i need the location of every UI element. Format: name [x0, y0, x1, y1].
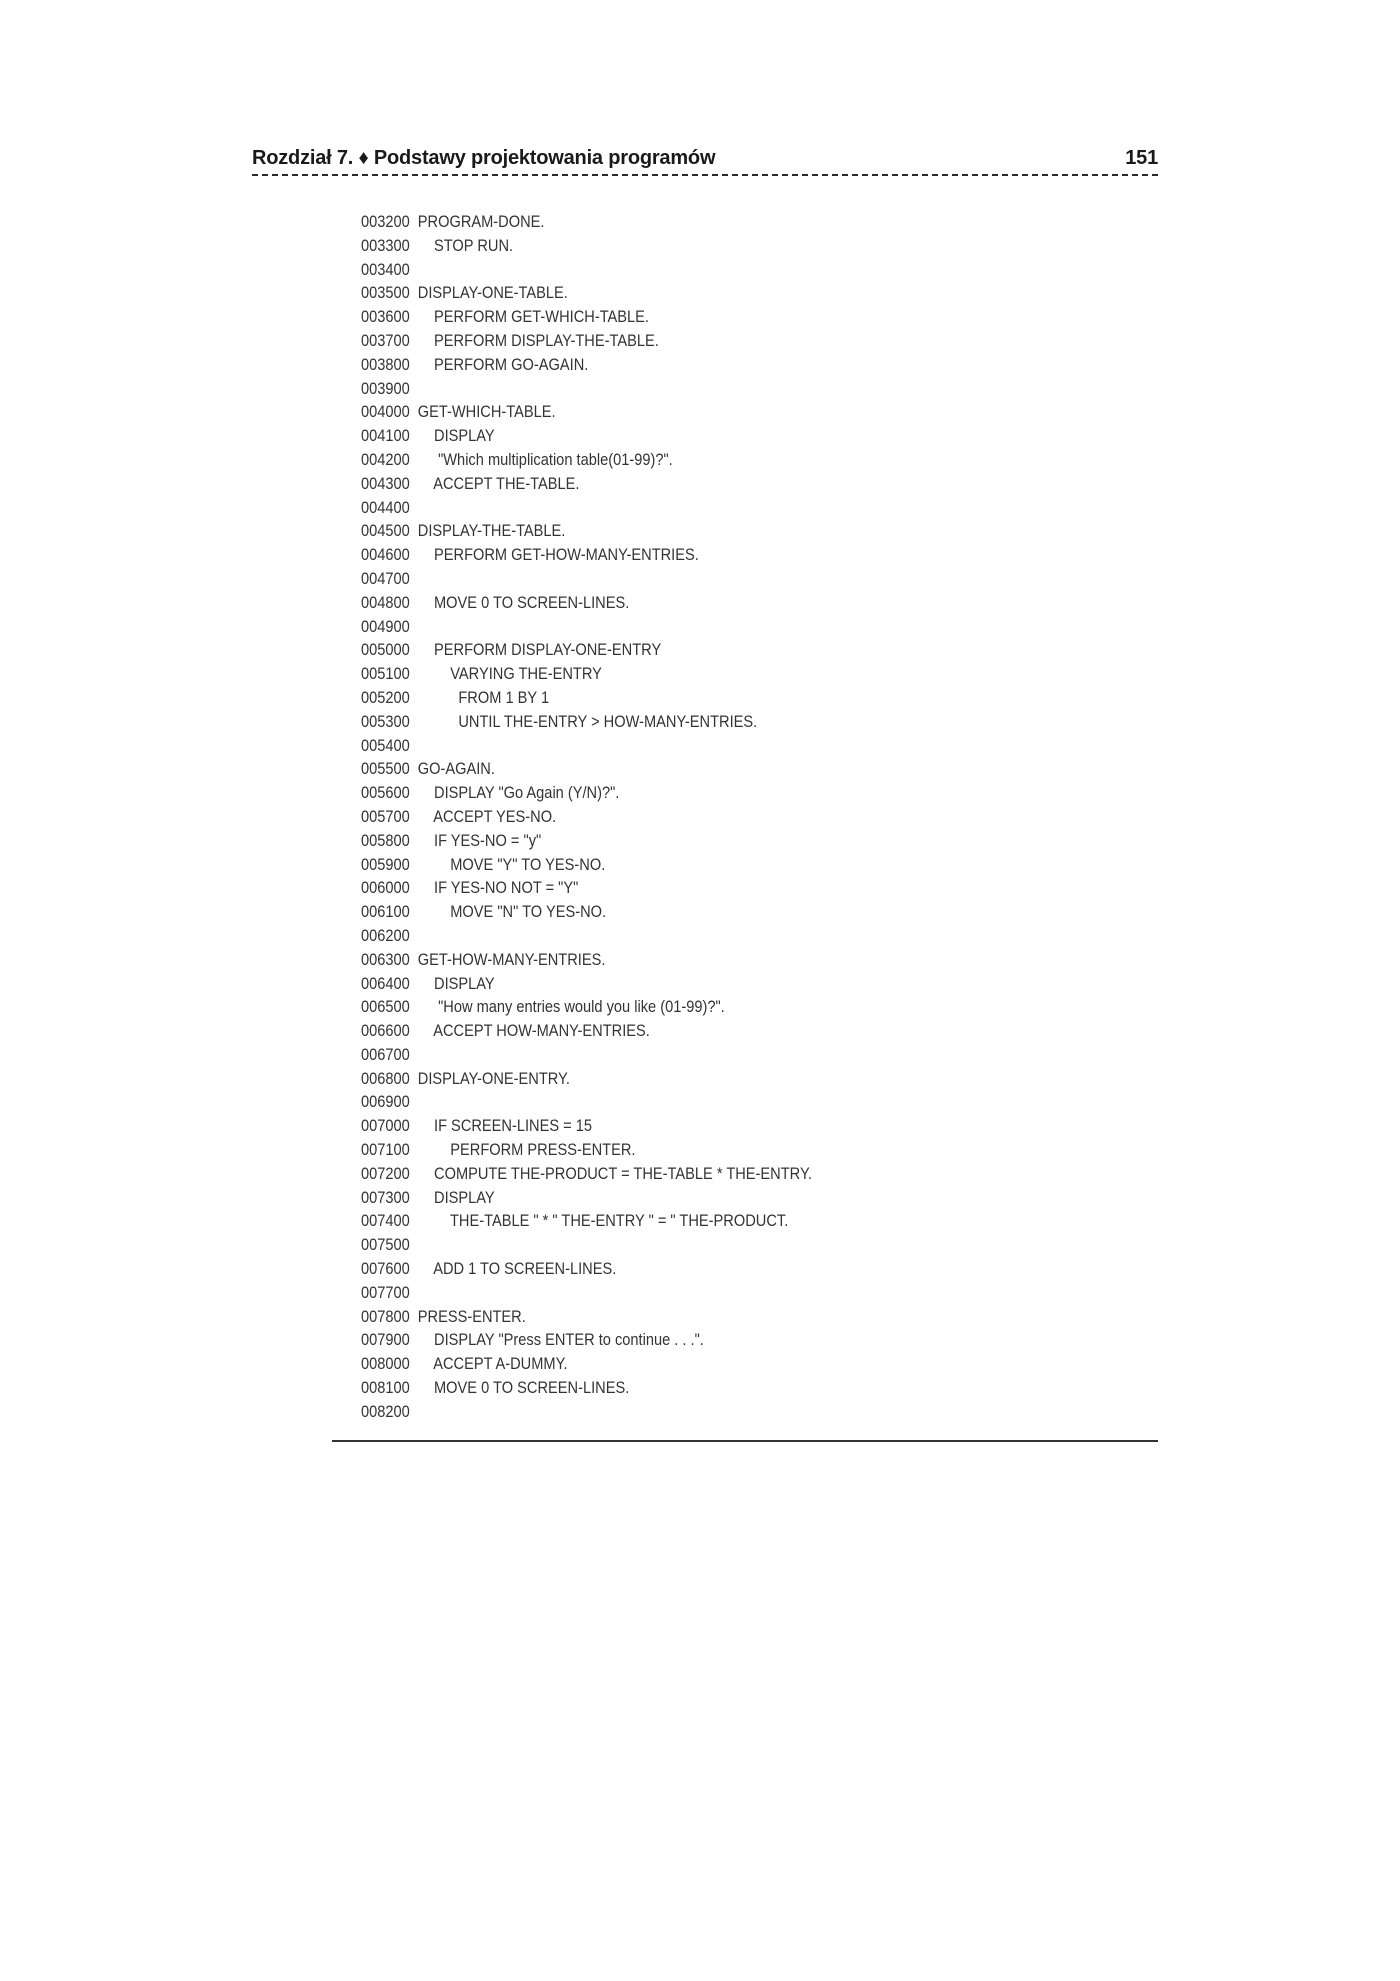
- code-line: [361, 1233, 1032, 1257]
- code-line: [361, 686, 1032, 710]
- page-number: 151: [1125, 147, 1158, 169]
- code-line: [361, 567, 1032, 591]
- line-code: DISPLAY: [417, 1187, 495, 1207]
- code-line: [361, 1352, 1032, 1376]
- line-number: 003400: [361, 259, 410, 279]
- code-line: [361, 1400, 1032, 1424]
- line-number: 004200: [361, 449, 410, 469]
- line-code: MOVE "N" TO YES-NO.: [417, 902, 607, 922]
- line-code: IF SCREEN-LINES = 15: [417, 1116, 593, 1136]
- code-line: [361, 424, 1032, 448]
- code-line: [361, 710, 1032, 734]
- code-line: [361, 1019, 1032, 1043]
- line-number: 003200: [361, 212, 410, 231]
- line-number: 004500: [361, 521, 410, 541]
- line-number: 005000: [361, 640, 410, 660]
- line-number: 006200: [361, 925, 410, 945]
- line-code: PERFORM GET-WHICH-TABLE.: [417, 307, 649, 327]
- line-code: PERFORM DISPLAY-THE-TABLE.: [417, 330, 659, 350]
- line-code: PROGRAM-DONE.: [417, 212, 545, 231]
- line-number: 008000: [361, 1354, 410, 1374]
- code-line: [361, 353, 1032, 377]
- code-line: [361, 781, 1032, 805]
- code-line: [361, 853, 1032, 877]
- code-line: [361, 1090, 1032, 1114]
- line-number: 006700: [361, 1044, 410, 1064]
- line-number: 006900: [361, 1092, 410, 1112]
- line-code: THE-TABLE " * " THE-ENTRY " = " THE-PRODUCT.: [417, 1211, 789, 1231]
- chapter-title: Rozdział 7. ♦ Podstawy projektowania programów: [252, 147, 716, 169]
- code-line: [361, 1305, 1032, 1329]
- code-line: [361, 258, 1032, 282]
- code-line: [361, 638, 1032, 662]
- line-code: GO-AGAIN.: [417, 759, 495, 779]
- code-line: [361, 1257, 1032, 1281]
- line-code: ACCEPT HOW-MANY-ENTRIES.: [417, 1021, 650, 1041]
- line-number: 007200: [361, 1163, 410, 1183]
- line-number: 005300: [361, 711, 410, 731]
- line-number: 004900: [361, 616, 410, 636]
- line-code: DISPLAY: [417, 973, 495, 993]
- line-number: 005900: [361, 854, 410, 874]
- line-code: GET-HOW-MANY-ENTRIES.: [417, 949, 606, 969]
- code-line: [361, 1281, 1032, 1305]
- line-code: IF YES-NO = "y": [417, 830, 542, 850]
- code-line: [361, 1043, 1032, 1067]
- code-line: [361, 305, 1032, 329]
- code-line: [361, 757, 1032, 781]
- line-number: 007700: [361, 1282, 410, 1302]
- line-number: 004300: [361, 473, 410, 493]
- line-number: 005100: [361, 664, 410, 684]
- code-line: [361, 876, 1032, 900]
- code-line: [361, 400, 1032, 424]
- code-line: [361, 448, 1032, 472]
- line-code: ACCEPT THE-TABLE.: [417, 473, 580, 493]
- line-number: 005700: [361, 806, 410, 826]
- line-number: 005500: [361, 759, 410, 779]
- line-code: GET-WHICH-TABLE.: [417, 402, 556, 422]
- line-number: 006800: [361, 1068, 410, 1088]
- code-line: [361, 1209, 1032, 1233]
- code-line: [361, 1138, 1032, 1162]
- page-header: [252, 145, 1158, 175]
- line-number: 006100: [361, 902, 410, 922]
- line-number: 007300: [361, 1187, 410, 1207]
- line-number: 004600: [361, 545, 410, 565]
- code-line: [361, 995, 1032, 1019]
- line-number: 003800: [361, 354, 410, 374]
- code-line: [361, 210, 1032, 234]
- line-number: 008100: [361, 1378, 410, 1398]
- line-number: 004100: [361, 426, 410, 446]
- line-code: DISPLAY "Go Again (Y/N)?".: [417, 783, 620, 803]
- line-number: 006500: [361, 997, 410, 1017]
- code-listing: [361, 210, 1032, 1424]
- header-divider: [252, 174, 1158, 176]
- line-number: 005600: [361, 783, 410, 803]
- line-number: 006400: [361, 973, 410, 993]
- line-code: FROM 1 BY 1: [417, 687, 550, 707]
- line-code: IF YES-NO NOT = "Y": [417, 878, 579, 898]
- code-line: [361, 948, 1032, 972]
- line-code: DISPLAY: [417, 426, 495, 446]
- code-line: [361, 1067, 1032, 1091]
- line-code: PRESS-ENTER.: [417, 1306, 526, 1326]
- code-line: [361, 662, 1032, 686]
- line-code: STOP RUN.: [417, 235, 514, 255]
- line-code: DISPLAY "Press ENTER to continue . . .".: [417, 1330, 704, 1350]
- line-number: 005200: [361, 687, 410, 707]
- code-line: [361, 329, 1032, 353]
- line-number: 007400: [361, 1211, 410, 1231]
- code-line: [361, 900, 1032, 924]
- line-number: 003300: [361, 235, 410, 255]
- line-number: 005400: [361, 735, 410, 755]
- line-code: "How many entries would you like (01-99)?".: [417, 997, 725, 1017]
- line-number: 004700: [361, 568, 410, 588]
- line-number: 007000: [361, 1116, 410, 1136]
- line-code: DISPLAY-ONE-ENTRY.: [417, 1068, 570, 1088]
- line-number: 006600: [361, 1021, 410, 1041]
- code-line: [361, 734, 1032, 758]
- code-line: [361, 377, 1032, 401]
- code-line: [361, 829, 1032, 853]
- code-line: [361, 591, 1032, 615]
- line-code: PERFORM PRESS-ENTER.: [417, 1140, 636, 1160]
- line-number: 006000: [361, 878, 410, 898]
- code-line: [361, 1114, 1032, 1138]
- line-number: 007100: [361, 1140, 410, 1160]
- line-code: DISPLAY-THE-TABLE.: [417, 521, 566, 541]
- code-line: [361, 496, 1032, 520]
- line-number: 004400: [361, 497, 410, 517]
- code-line: [361, 281, 1032, 305]
- code-line: [361, 924, 1032, 948]
- line-number: 004800: [361, 592, 410, 612]
- line-code: PERFORM GO-AGAIN.: [417, 354, 589, 374]
- line-number: 006300: [361, 949, 410, 969]
- code-line: [361, 234, 1032, 258]
- line-number: 003600: [361, 307, 410, 327]
- code-line: [361, 805, 1032, 829]
- line-code: ACCEPT YES-NO.: [417, 806, 557, 826]
- line-code: MOVE 0 TO SCREEN-LINES.: [417, 592, 630, 612]
- line-number: 003500: [361, 283, 410, 303]
- line-number: 008200: [361, 1401, 410, 1421]
- code-line: [361, 615, 1032, 639]
- line-code: "Which multiplication table(01-99)?".: [417, 449, 673, 469]
- code-line: [361, 1186, 1032, 1210]
- line-number: 003900: [361, 378, 410, 398]
- line-code: COMPUTE THE-PRODUCT = THE-TABLE * THE-ENTRY.: [417, 1163, 812, 1183]
- line-number: 007600: [361, 1259, 410, 1279]
- listing-bottom-divider: [332, 1440, 1158, 1442]
- line-code: MOVE 0 TO SCREEN-LINES.: [417, 1378, 630, 1398]
- code-line: [361, 519, 1032, 543]
- line-code: ADD 1 TO SCREEN-LINES.: [417, 1259, 617, 1279]
- line-code: PERFORM GET-HOW-MANY-ENTRIES.: [417, 545, 699, 565]
- code-line: [361, 543, 1032, 567]
- code-line: [361, 472, 1032, 496]
- line-code: DISPLAY-ONE-TABLE.: [417, 283, 568, 303]
- code-line: [361, 1162, 1032, 1186]
- line-code: MOVE "Y" TO YES-NO.: [417, 854, 606, 874]
- code-line: [361, 1376, 1032, 1400]
- line-code: PERFORM DISPLAY-ONE-ENTRY: [417, 640, 662, 660]
- line-code: ACCEPT A-DUMMY.: [417, 1354, 568, 1374]
- line-number: 007800: [361, 1306, 410, 1326]
- line-code: UNTIL THE-ENTRY > HOW-MANY-ENTRIES.: [417, 711, 758, 731]
- line-code: VARYING THE-ENTRY: [417, 664, 602, 684]
- line-number: 007900: [361, 1330, 410, 1350]
- line-number: 004000: [361, 402, 410, 422]
- line-number: 003700: [361, 330, 410, 350]
- code-line: [361, 1328, 1032, 1352]
- line-number: 005800: [361, 830, 410, 850]
- code-line: [361, 972, 1032, 996]
- line-number: 007500: [361, 1235, 410, 1255]
